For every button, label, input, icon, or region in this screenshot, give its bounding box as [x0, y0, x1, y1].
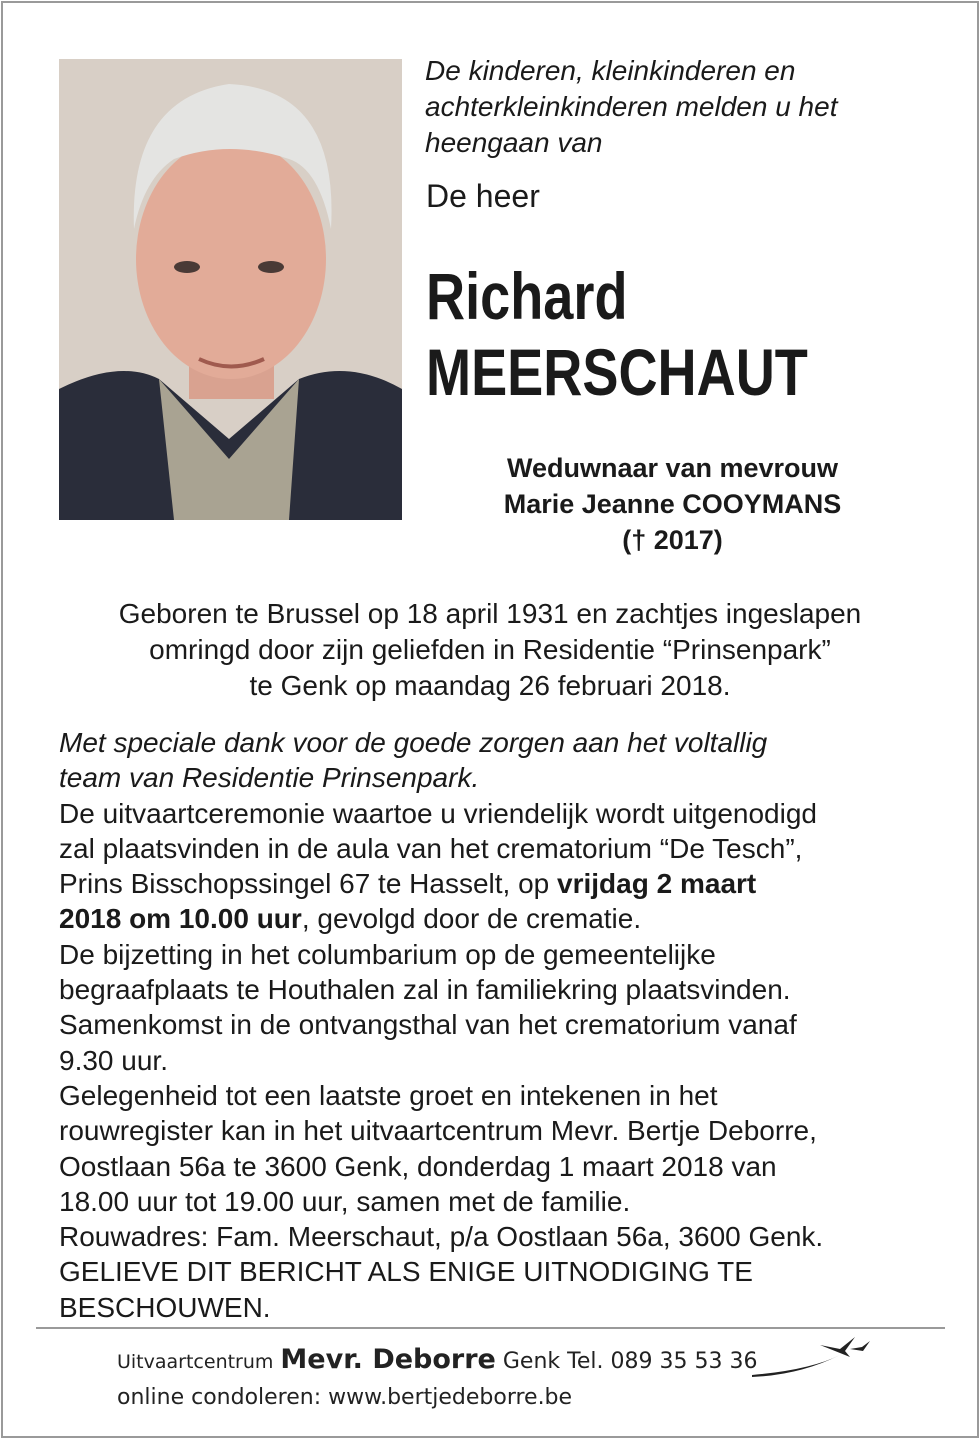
- body-line: Oostlaan 56a te 3600 Genk, donderdag 1 maart 2018 van: [59, 1150, 777, 1182]
- ceremony-date: vrijdag 2 maart: [557, 868, 757, 900]
- birth-line: omringd door zijn geliefden in Residentie “Prinsenpark”: [149, 634, 831, 665]
- birth-line: te Genk op maandag 26 februari 2018.: [249, 670, 731, 701]
- body-line: [59, 866, 823, 901]
- footer-line: [117, 1342, 757, 1380]
- ceremony-text: [59, 725, 823, 1325]
- intro-text: [425, 53, 837, 161]
- widow-line: Weduwnaar van mevrouw: [506, 453, 839, 483]
- body-text: Prins Bisschopssingel 67 te Hasselt, op: [59, 868, 558, 900]
- body-line: rouwregister kan in het uitvaartcentrum Mevr. Bertje Deborre,: [59, 1115, 817, 1147]
- deceased-name: [426, 258, 808, 410]
- last-name: MEERSCHAUT: [426, 335, 808, 409]
- intro-line: heengaan van: [425, 127, 603, 158]
- body-line: BESCHOUWEN.: [59, 1291, 271, 1323]
- footer-city: Genk: [502, 1349, 561, 1374]
- intro-line: achterkleinkinderen melden u het: [425, 91, 838, 122]
- birth-death-text: [40, 596, 940, 704]
- birth-line: Geboren te Brussel op 18 april 1931 en zachtjes ingeslapen: [118, 598, 862, 629]
- body-line: De uitvaartceremonie waartoe u vriendelijk wordt uitgenodigd: [59, 797, 817, 829]
- bird-logo-icon: [750, 1335, 875, 1385]
- body-line: De bijzetting in het columbarium op de gemeentelijke: [59, 938, 716, 970]
- thanks-line: team van Residentie Prinsenpark.: [59, 762, 480, 794]
- portrait-photo: [59, 59, 402, 520]
- funeral-home-name: Mevr. Deborre: [280, 1344, 496, 1375]
- body-line: Gelegenheid tot een laatste groet en intekenen in het: [59, 1079, 718, 1111]
- first-name: Richard: [426, 259, 628, 333]
- thanks-line: Met speciale dank voor de goede zorgen aan het voltallig: [59, 727, 768, 758]
- ceremony-time: 2018 om 10.00 uur: [59, 903, 302, 935]
- body-line: [59, 901, 823, 936]
- divider: [36, 1327, 945, 1329]
- body-line: begraafplaats te Houthalen zal in familiekring plaatsvinden.: [59, 974, 791, 1006]
- body-line: Rouwadres: Fam. Meerschaut, p/a Oostlaan 56a, 3600 Genk.: [59, 1221, 824, 1253]
- intro-line: De kinderen, kleinkinderen en: [425, 55, 796, 86]
- body-line: GELIEVE DIT BERICHT ALS ENIGE UITNODIGING TE: [59, 1256, 753, 1288]
- body-line: Samenkomst in de ontvangsthal van het crematorium vanaf: [59, 1009, 797, 1041]
- body-line: 9.30 uur.: [59, 1044, 168, 1076]
- honorific: De heer: [426, 178, 540, 214]
- body-line: zal plaatsvinden in de aula van het crematorium “De Tesch”,: [59, 832, 803, 864]
- widow-line: Marie Jeanne COOYMANS: [503, 489, 842, 519]
- body-line: 18.00 uur tot 19.00 uur, samen met de familie.: [59, 1185, 631, 1217]
- widow-line: († 2017): [622, 525, 723, 555]
- body-text: , gevolgd door de crematie.: [301, 903, 642, 935]
- footer-phone: Tel. 089 35 53 36: [567, 1349, 758, 1374]
- footer-website[interactable]: online condoleren: www.bertjedeborre.be: [117, 1385, 573, 1410]
- footer-prefix: Uitvaartcentrum: [117, 1351, 274, 1373]
- funeral-home-footer: [117, 1342, 757, 1416]
- widower-note: [425, 450, 920, 558]
